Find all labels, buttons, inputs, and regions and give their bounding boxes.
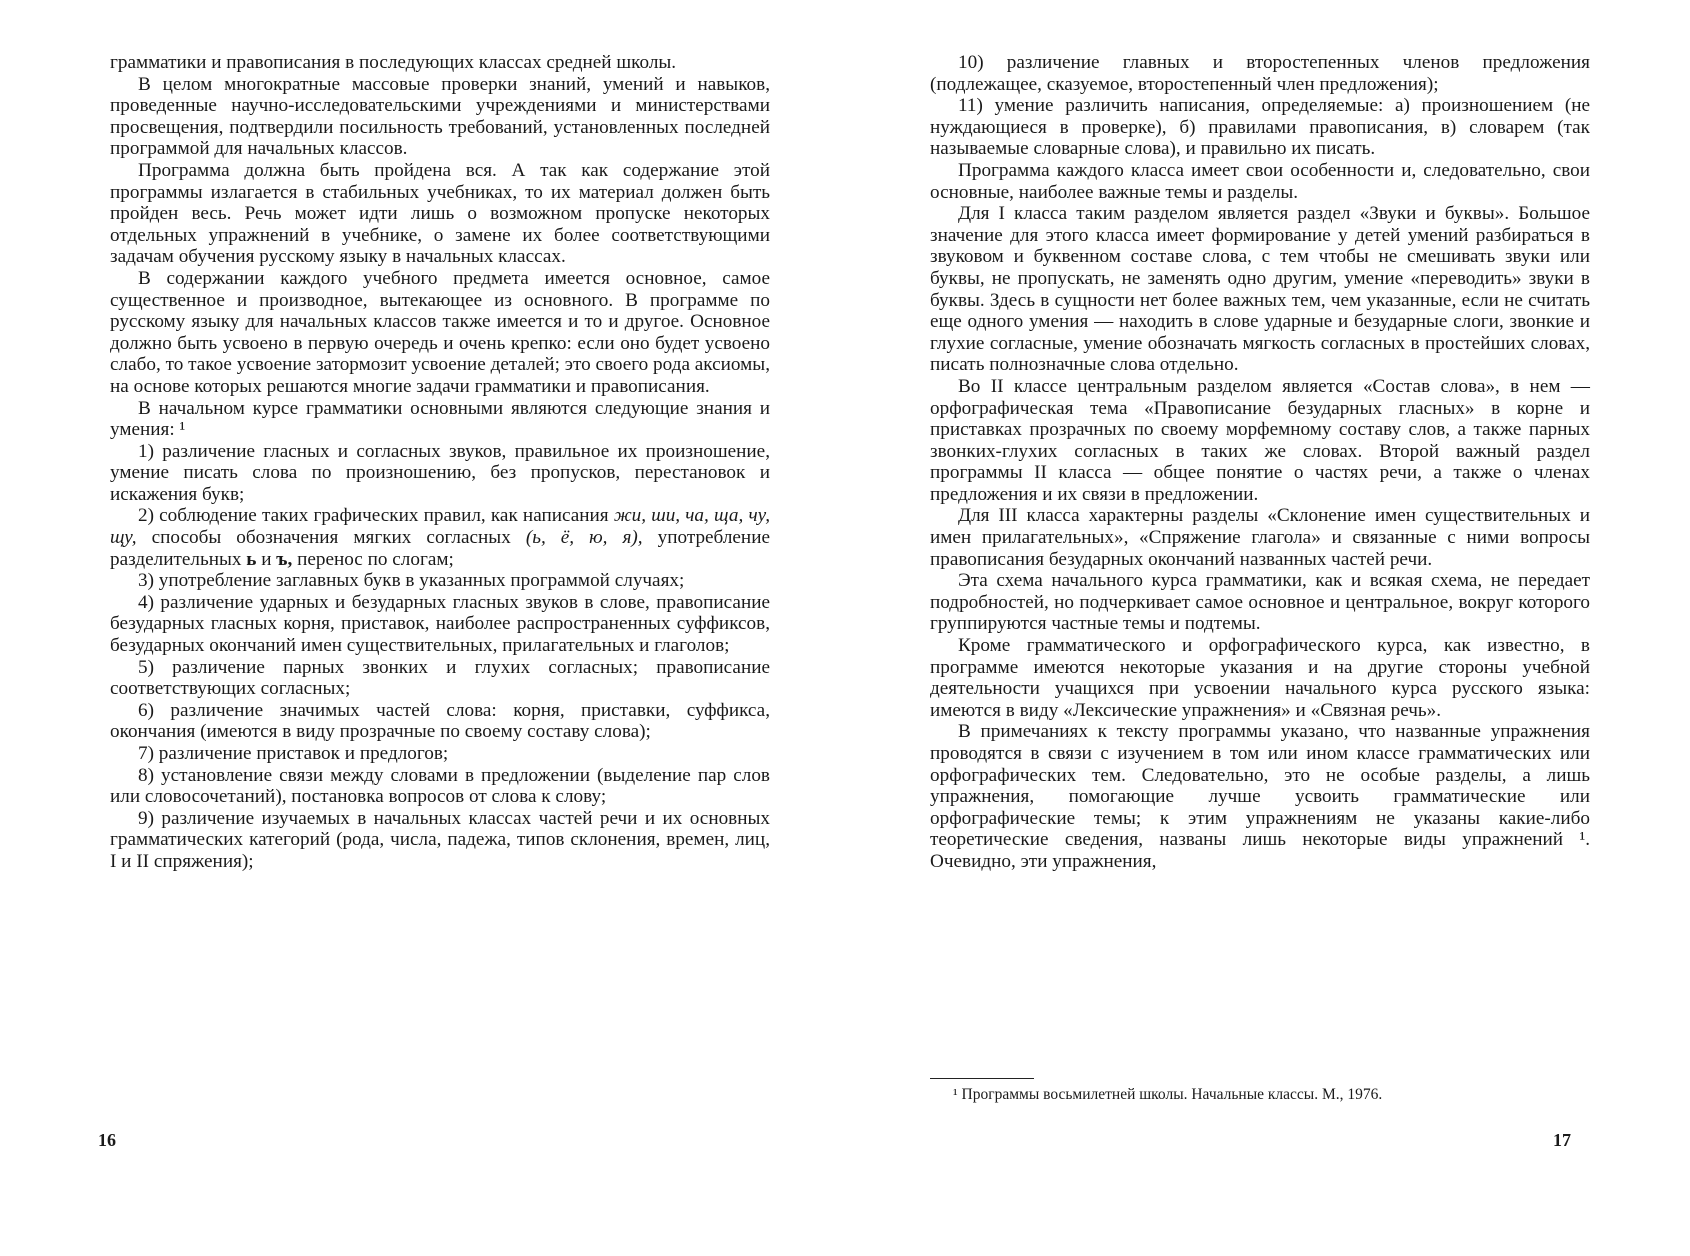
list-item-2-text-e: употребление разделительных bbox=[110, 527, 770, 570]
list-item-2-text-a: 2) соблюдение таких графических правил, как написания bbox=[138, 505, 609, 527]
right-paragraph-2: Для I класса таким разделом является раздел «Звуки и буквы». Большое значение для этого класса имеет формирование у детей умений разбираться в звуковом и буквенном составе слова, с тем чтобы не смешивать звуки или буквы, не пропускать, не заменять одно другим, умение «переводить» звуки в буквы. Здесь в сущности нет более важных тем, чем указанные, если не считать еще одного умения — находить в слове ударные и безударные слоги, звонкие и глухие согласные, умение обозначать мягкость согласных в простейших словах, писать полнозначные слова отдельно. bbox=[930, 203, 1590, 376]
list-item-5: 5) различение парных звонких и глухих согласных; правописание соответствующих согласных; bbox=[110, 656, 770, 700]
left-paragraph-1: грамматики и правописания в последующих классах средней школы. bbox=[110, 52, 677, 73]
list-item-11: 11) умение различить написания, определяемые: а) произношением (не нуждающиеся в проверке), б) правилами правописания, в) словарем (так называемые словарные слова), и правильно их писать. bbox=[930, 95, 1590, 160]
left-paragraph-5: В начальном курсе грамматики основными являются следующие знания и умения: ¹ bbox=[110, 397, 770, 441]
list-item-7: 7) различение приставок и предлогов; bbox=[138, 743, 449, 764]
list-item-9: 9) различение изучаемых в начальных классах частей речи и их основных грамматических категорий (рода, числа, падежа, типов склонения, времен, лиц, I и II спряжения); bbox=[110, 807, 770, 872]
list-item-10: 10) различение главных и второстепенных членов предложения (подлежащее, сказуемое, второстепенный член предложения); bbox=[930, 52, 1590, 95]
page-number-left: 16 bbox=[98, 1130, 116, 1150]
list-item-4: 4) различение ударных и безударных гласных звуков в слове, правописание безударных гласных корня, приставок, наиболее распространенных суффиксов, безударных окончаний имен существительных, прилагательных и глаголов; bbox=[110, 591, 770, 657]
right-page bbox=[930, 52, 1590, 873]
left-paragraph-2: В целом многократные массовые проверки знаний, умений и навыков, проведенные научно-исследовательскими учреждениями и министерствами просвещения, подтвердили посильность требований, установленных последней программой для начальных классов. bbox=[110, 73, 770, 160]
list-item-3: 3) употребление заглавных букв в указанных программой случаях; bbox=[138, 570, 685, 592]
right-paragraph-6: Кроме грамматического и орфографического курса, как известно, в программе имеются некоторые указания и на другие стороны учебной деятельности учащихся при усвоении начального курса русского языка: имеются в виду «Лексические упражнения» и «Связная речь». bbox=[930, 635, 1590, 721]
list-item-2 bbox=[110, 505, 770, 570]
right-paragraph-5: Эта схема начального курса грамматики, как и всякая схема, не передает подробностей, но подчеркивает самое основное и центральное, вокруг которого группируются частные темы и подтемы. bbox=[930, 570, 1590, 635]
page-number-right: 17 bbox=[1553, 1130, 1571, 1150]
right-paragraph-1: Программа каждого класса имеет свои особенности и, следовательно, свои основные, наиболее важные темы и разделы. bbox=[930, 159, 1590, 203]
right-paragraph-7: В примечаниях к тексту программы указано, что названные упражнения проводятся в связи с изучением в том или ином классе грамматических или орфографических тем. Следовательно, это не особые разделы, а лишь упражнения, помогающие лучше усвоить грамматические или орфографические темы; к этим упражнениям не указаны какие-либо теоретические сведения, названы лишь некоторые виды упражнений ¹. Очевидно, эти упражнения, bbox=[930, 721, 1590, 872]
right-paragraph-3: Во II классе центральным разделом является «Состав слова», в нем — орфографическая тема «Правописание безударных гласных» в корне и приставках прозрачных по своему морфемному составу слов, а также парных звонких-глухих согласных в таких же словах. Второй важный раздел программы II класса — общее понятие о частях речи, а также о членах предложения и их связи в предложении. bbox=[930, 375, 1590, 505]
left-paragraph-4: В содержании каждого учебного предмета имеется основное, самое существенное и производное, вытекающее из основного. В программе по русскому языку для начальных классов также имеется и то и другое. Основное должно быть усвоено в первую очередь и очень крепко: если оно будет усвоено слабо, то такое усвоение затормозит усвоение деталей; это своего рода аксиомы, на основе которых решаются многие задачи грамматики и правописания. bbox=[110, 267, 770, 397]
list-item-2-letters: (ь, ё, ю, я), bbox=[525, 527, 643, 549]
list-item-2-text-c: способы обозначения мягких согласных bbox=[151, 527, 511, 549]
list-item-2-and: и bbox=[261, 548, 272, 570]
list-item-6: 6) различение значимых частей слова: корня, приставки, суффикса, окончания (имеются в виду прозрачные по своему составу слова); bbox=[110, 699, 770, 743]
list-item-2-soft-sign: ь bbox=[246, 548, 257, 570]
footnote-divider bbox=[930, 1078, 1034, 1079]
right-paragraph-4: Для III класса характерны разделы «Склонение имен существительных и имен прилагательных», «Спряжение глагола» и связанные с ними вопросы правописания безударных окончаний названных частей речи. bbox=[930, 505, 1590, 570]
list-item-2-text-i: перенос по слогам; bbox=[297, 548, 454, 570]
list-item-1: 1) различение гласных и согласных звуков, правильное их произношение, умение писать слова по произношению, без пропусков, перестановок и искажения букв; bbox=[110, 440, 770, 505]
footnote: ¹ Программы восьмилетней школы. Начальные классы. М., 1976. bbox=[953, 1086, 1383, 1103]
list-item-2-examples: жи, ши, ча, ща, чу, щу, bbox=[110, 505, 770, 549]
left-paragraph-3: Программа должна быть пройдена вся. А так как содержание этой программы излагается в стабильных учебниках, то их материал должен быть пройден весь. Речь может идти лишь о возможном пропуске некоторых отдельных упражнений в учебнике, о замене их более соответствующими задачам обучения русскому языку в начальных классах. bbox=[110, 159, 770, 268]
left-page bbox=[110, 52, 770, 873]
list-item-8: 8) установление связи между словами в предложении (выделение пар слов или словосочетаний), постановка вопросов от слова к слову; bbox=[110, 764, 770, 808]
list-item-2-hard-sign: ъ, bbox=[276, 548, 293, 570]
